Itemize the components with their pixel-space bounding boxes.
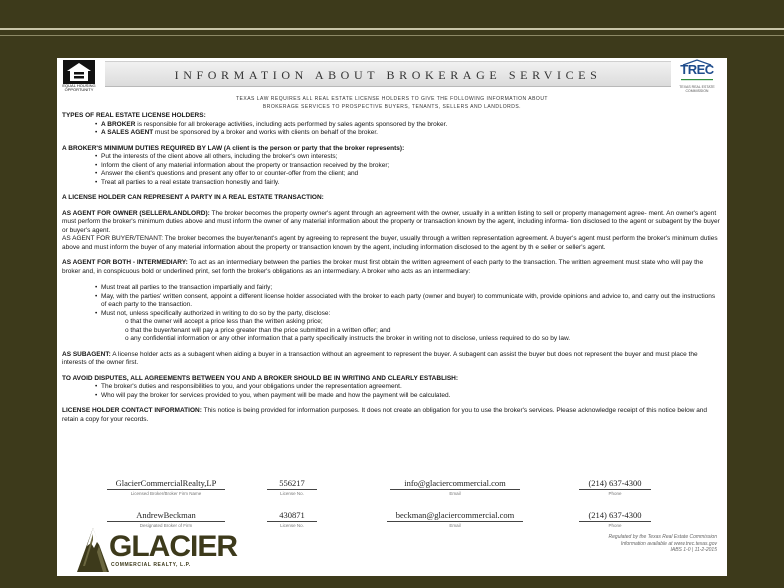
mountain-icon [73, 526, 113, 576]
owner-agent-text: The broker becomes the property owner's agent through an agreement with the owner, usually in a written listing to sell or property management agree- ment. An owner's agent must perform the broker's minimum duties above and must inform the owner of any material information about the property or transaction known by the agent, including informa- tion disclosed to the agent or subagent by the buyer or buyer's agent. [62, 209, 720, 234]
designated-license-field[interactable] [267, 510, 317, 529]
field-value: info@glaciercommercial.com [390, 478, 520, 490]
section-subagent [62, 351, 722, 368]
document-header [57, 58, 727, 94]
designated-email-field[interactable] [387, 510, 523, 529]
glacier-logo-tagline: COMMERCIAL REALTY, L.P. [111, 562, 191, 568]
document-body [62, 112, 722, 424]
equal-housing-caption: EQUAL HOUSING OPPORTUNITY [62, 83, 96, 92]
field-value: beckman@glaciercommercial.com [387, 510, 523, 522]
section-owner-agent [62, 210, 722, 253]
section-contact [62, 407, 722, 424]
field-value: AndrewBeckman [107, 510, 225, 522]
title-bar [105, 61, 671, 87]
reg-line-2: Information available at www.trec.texas.gov [620, 540, 717, 547]
field-value: 556217 [267, 478, 317, 490]
field-value: (214) 637-4300 [579, 510, 651, 522]
paragraph [62, 259, 722, 276]
field-caption: License No. [280, 523, 304, 528]
document-page [57, 58, 727, 576]
field-value: GlacierCommercialRealty,LP [107, 478, 225, 490]
subagent-label: AS SUBAGENT: [62, 350, 111, 358]
equal-housing-logo [60, 60, 98, 96]
paragraph [62, 407, 722, 424]
paragraph [62, 351, 722, 368]
buyer-agent-paragraph: AS AGENT FOR BUYER/TENANT: The broker becomes the buyer/tenant's agent by agreeing to represent the buyer, usually through a written representation agreement. A buyer's agent must perform the broker's minimum duties above and must inform the buyer of any material information about the property or transaction known by the agent, including information disclosed to the agent by th e seller or seller's agent. [62, 235, 718, 251]
section-disputes [62, 375, 722, 401]
top-decorative-lines [0, 28, 784, 36]
list-item [95, 121, 722, 130]
field-value: 430871 [267, 510, 317, 522]
intro-line-2: BROKERAGE SERVICES TO PROSPECTIVE BUYERS, TENANTS, SELLERS AND LANDLORDS. [262, 103, 522, 110]
contact-text: This notice is being provided for information purposes. It does not create an obligation for you to use the broker's services. Please acknowledge receipt of this notice below and retain a copy for your records. [62, 407, 708, 423]
list-item: • Must not, unless specifically authorized in writing to do so by the party, disclose: [95, 310, 722, 319]
section-intermediary [62, 259, 722, 344]
top-rule-thin [0, 35, 784, 36]
glacier-logo-word: GLACIER [109, 530, 237, 563]
list-item: • The broker's duties and responsibilities to you, and your obligations under the representation agreement. [95, 383, 722, 392]
field-caption: License No. [280, 491, 304, 496]
trec-subtitle: TEXAS REAL ESTATE COMMISSION [679, 85, 715, 93]
list-item: • Who will pay the broker for services provided to you, when payment will be made and how the payment will be calculated. [95, 392, 722, 401]
trec-logo-text: TREC [680, 62, 714, 77]
section-heading: TYPES OF REAL ESTATE LICENSE HOLDERS: [62, 112, 206, 119]
intermediary-label: AS AGENT FOR BOTH - INTERMEDIARY: [62, 259, 188, 266]
intro-text [167, 96, 617, 111]
sales-agent-text: must be sponsored by a broker and works with clients on behalf of the broker. [153, 129, 378, 136]
list-item: • Treat all parties to a real estate transaction honestly and fairly. [95, 179, 722, 188]
broker-license-field[interactable] [267, 478, 317, 497]
broker-label: A BROKER [101, 120, 136, 128]
section-license-types [62, 112, 722, 138]
designated-phone-field[interactable] [579, 510, 651, 529]
section-represent [62, 194, 722, 203]
broker-phone-field[interactable] [579, 478, 651, 497]
subagent-text: A license holder acts as a subagent when aiding a buyer in a transaction without an agreement to represent the buyer. A subagent can assist the buyer but does not represent the buyer and must place the interests of the owner first. [62, 350, 698, 366]
top-rule [0, 28, 784, 30]
glacier-logo [73, 526, 237, 576]
field-caption: Phone [608, 491, 622, 496]
list-item: • Inform the client of any material information about the property or transaction received by the broker; [95, 162, 722, 171]
sales-agent-label: A SALES AGENT [101, 129, 154, 136]
reg-line-3: IABS 1-0 | 11-2-2015 [670, 547, 717, 553]
document-title: INFORMATION ABOUT BROKERAGE SERVICES [174, 68, 602, 82]
sub-list-item: o that the owner will accept a price less than the written asking price; [125, 318, 323, 325]
trec-logo [675, 59, 719, 93]
sub-list-item: o any confidential information or any other information that a party specifically instructs the broker in writing not to disclose, unless required to do so by law. [125, 335, 571, 342]
section-minimum-duties [62, 145, 722, 188]
broker-name-field[interactable] [107, 478, 225, 497]
house-icon [63, 60, 95, 84]
list-item: • Must treat all parties to the transaction impartially and fairly; [95, 284, 722, 293]
field-caption: Phone [608, 523, 622, 528]
list-item [95, 129, 722, 138]
field-value: (214) 637-4300 [579, 478, 651, 490]
intermediary-text: To act as an intermediary between the parties the broker must first obtain the written agreement of each party to the transaction. The written agreement must state who will pay the broker and, in conspicuous bold or underlined print, set forth the broker's obligations as an intermediary. A broker who acts as an intermediary: [62, 259, 704, 275]
regulatory-note [577, 534, 717, 554]
list-item: • Answer the client's questions and present any offer to or counter-offer from the client; and [95, 170, 722, 179]
reg-line-1: Regulated by the Texas Real Estate Commission [608, 534, 717, 540]
field-caption: Email [449, 491, 461, 496]
field-caption: Email [449, 523, 461, 528]
broker-email-field[interactable] [390, 478, 520, 497]
list-item: • Put the interests of the client above all others, including the broker's own interests; [95, 153, 722, 162]
field-caption: Designated Broker of Firm [139, 523, 193, 528]
section-heading: A BROKER'S MINIMUM DUTIES REQUIRED BY LAW (A client is the person or party that the broker represents): [62, 144, 405, 152]
contact-label: LICENSE HOLDER CONTACT INFORMATION: [62, 407, 202, 414]
intro-line-1: TEXAS LAW REQUIRES ALL REAL ESTATE LICENSE HOLDERS TO GIVE THE FOLLOWING INFORMATION ABOUT [235, 96, 548, 102]
section-heading: TO AVOID DISPUTES, ALL AGREEMENTS BETWEEN YOU AND A BROKER SHOULD BE IN WRITING AND CLEARLY ESTABLISH: [62, 374, 459, 382]
paragraph [62, 210, 722, 236]
broker-text: is responsible for all brokerage activities, including acts performed by sales agents sponsored by the broker. [135, 120, 448, 128]
list-item: • May, with the parties' written consent, appoint a different license holder associated with the broker to each party (owner and buyer) to communicate with, provide opinions and advice to, and carry out the instructions of each party to the transaction. [95, 293, 722, 310]
sub-list-item: o that the buyer/tenant will pay a price greater than the price submitted in a written offer; and [125, 326, 391, 334]
owner-agent-label: AS AGENT FOR OWNER (SELLER/LANDLORD): [62, 209, 210, 217]
section-heading: A LICENSE HOLDER CAN REPRESENT A PARTY IN A REAL ESTATE TRANSACTION: [62, 194, 324, 201]
field-caption: Licensed Broker/Broker Firm Name [130, 491, 202, 496]
